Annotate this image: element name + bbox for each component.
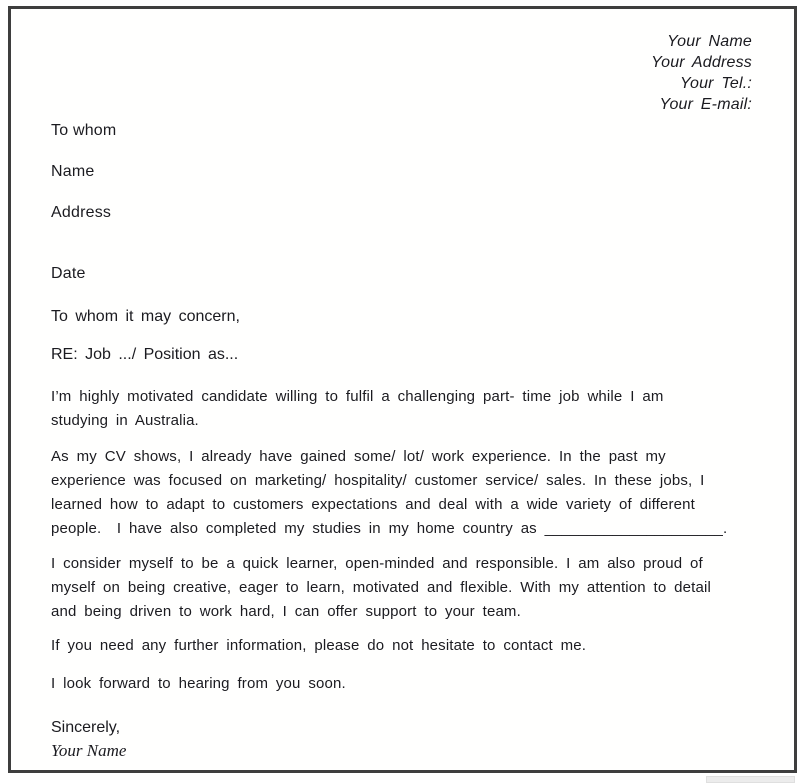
body-line: and being driven to work hard, I can offer support to your team. (51, 603, 521, 620)
body-line: learned how to adapt to customers expectations and deal with a wide variety of different (51, 496, 695, 513)
body-line: I consider myself to be a quick learner, open-minded and responsible. I am also proud of (51, 555, 703, 572)
subject-line: RE: Job .../ Position as... (51, 346, 239, 363)
sender-address: Your Address (651, 54, 752, 71)
cropped-watermark-artifact (706, 776, 795, 783)
closing-block (51, 716, 752, 762)
body-line: As my CV shows, I already have gained some/ lot/ work experience. In the past my (51, 448, 666, 465)
date-label: Date (51, 265, 86, 282)
body-line: I’m highly motivated candidate willing to fulfil a challenging part- time job while I am (51, 388, 664, 405)
valediction: Sincerely, (51, 719, 121, 736)
body-line: myself on being creative, eager to learn, motivated and flexible. With my attention to detail (51, 579, 711, 596)
letter-page (8, 6, 797, 773)
recipient-to-whom-label: To whom (51, 122, 117, 139)
salutation: To whom it may concern, (51, 308, 240, 325)
sender-block (51, 31, 752, 115)
paragraph-look-forward (51, 672, 752, 696)
paragraph-intro (51, 385, 752, 433)
body-line: If you need any further information, please do not hesitate to contact me. (51, 637, 587, 654)
paragraph-qualities (51, 552, 752, 624)
recipient-name-label: Name (51, 163, 95, 180)
sender-name: Your Name (667, 33, 752, 50)
sender-tel: Your Tel.: (679, 75, 752, 92)
sender-email: Your E-mail: (659, 96, 752, 113)
paragraph-contact (51, 634, 752, 658)
recipient-address-label: Address (51, 204, 112, 221)
paragraph-experience (51, 445, 752, 541)
body-line: people. I have also completed my studies in my home country as _____________________. (51, 520, 728, 537)
body-line: I look forward to hearing from you soon. (51, 675, 346, 692)
body-line: experience was focused on marketing/ hospitality/ customer service/ sales. In these jobs, I (51, 472, 705, 489)
signature-name: Your Name (51, 741, 127, 760)
body-line: studying in Australia. (51, 412, 199, 429)
